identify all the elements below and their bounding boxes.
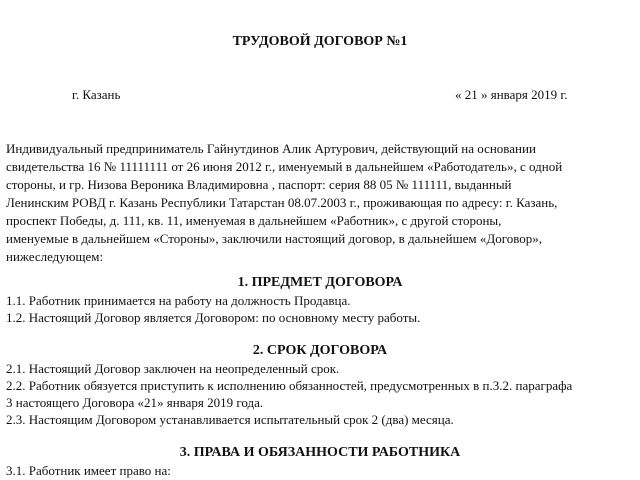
section-heading-subject: 1. ПРЕДМЕТ ДОГОВОРА [237,275,403,290]
intro-line: нижеследующем: [6,249,104,264]
intro-line: Индивидуальный предприниматель Гайнутдинов Алик Артурович, действующий на основании [6,141,536,156]
clause-item: 1.2. Настоящий Договор является Договором: по основному месту работы. [6,310,421,325]
intro-line: именуемые в дальнейшем «Стороны», заключили настоящий договор, в дальнейшем «Договор», [6,231,543,246]
intro-line: проспект Победы, д. 111, кв. 11, именуемая в дальнейшем «Работник», с другой стороны, [6,213,502,228]
intro-line: Ленинским РОВД г. Казань Республики Татарстан 08.07.2003 г., проживающая по адресу: г. Казань, [6,195,558,210]
clause-item: 2.2. Работник обязуется приступить к исполнению обязанностей, предусмотренных в п.3.2. параграфа [6,378,573,393]
contract-date: « 21 » января 2019 г. [455,87,568,102]
contract-city: г. Казань [72,87,121,102]
section-heading-rights: 3. ПРАВА И ОБЯЗАННОСТИ РАБОТНИКА [179,445,461,460]
intro-line: свидетельства 16 № 11111111 от 26 июня 2012 г., именуемый в дальнейшем «Работодатель», с одной [6,159,563,174]
clause-item: 3 настоящего Договора «21» января 2019 года. [6,395,264,410]
section-heading-term: 2. СРОК ДОГОВОРА [252,343,388,358]
intro-line: стороны, и гр. Низова Вероника Владимировна , паспорт: серия 88 05 № 111111, выданный [6,177,512,192]
clause-item: 2.1. Настоящий Договор заключен на неопределенный срок. [6,361,340,376]
intro-paragraph [6,140,640,266]
clause-item: 3.1. Работник имеет право на: [6,463,171,478]
document-title: ТРУДОВОЙ ДОГОВОР №1 [232,34,408,49]
clause-item: 2.3. Настоящим Договором устанавливается испытательный срок 2 (два) месяца. [6,412,454,427]
clause-item: 1.1. Работник принимается на работу на должность Продавца. [6,293,351,308]
